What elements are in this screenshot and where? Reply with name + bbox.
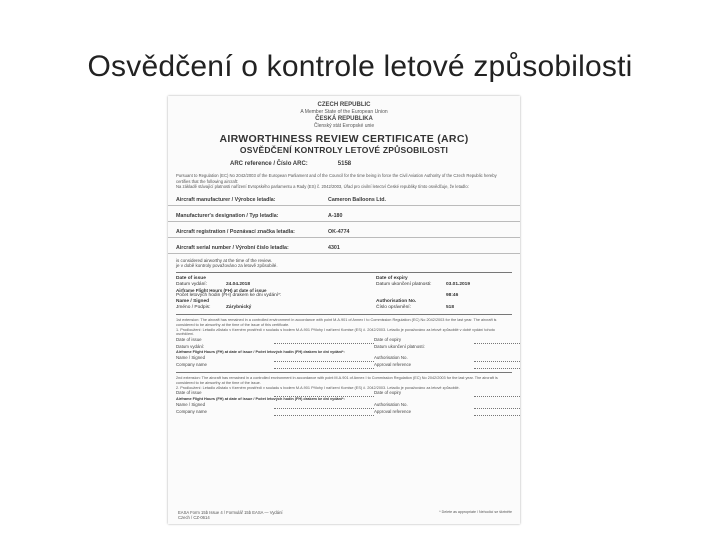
- form-date-issue: Date of issue: [176, 390, 202, 396]
- extension-1-sign: [168, 355, 520, 369]
- intro-text: [168, 173, 520, 190]
- auth-cz: Číslo oprávnění:: [376, 305, 411, 310]
- form-date-expiry-cz: Datum ukončení platnosti:: [374, 344, 425, 350]
- airworthy-statement: [168, 258, 520, 269]
- field-row: [168, 213, 520, 222]
- form-auth: Authorisation No.: [374, 402, 408, 408]
- field-value: Cameron Balloons Ltd.: [328, 196, 386, 203]
- extension-1-cz: 1. Prodloužení: Letadlo zůstalo v řízeném prostředí v souladu s bodem M.A.901 Přílohy I nařízení Komise (ES) č. 2042/2003. Letadlo je považováno za letově způsobilé v době vydání tohoto osvědčení.: [176, 327, 495, 337]
- extension-1-en: 1st extension: The aircraft has remained in a controlled environment in accordance with point M.A.901 of Annex I to Commission Regulation (EC) No 2042/2003 for the last year. The aircraft is considered to be airworthy at the time of the issue of this certificate.: [176, 318, 497, 327]
- form-reference: [178, 510, 283, 520]
- field-row: [168, 245, 520, 254]
- field-value: 4301: [328, 244, 340, 251]
- arc-reference: [168, 161, 520, 167]
- auth-value: 518: [446, 305, 455, 310]
- date-issue-cz: Datum vydání:: [176, 281, 207, 287]
- date-expiry-value: 03.01.2019: [446, 281, 471, 287]
- form-approval: Approval reference: [374, 409, 412, 415]
- certificate-title-en: AIRWORTHINESS REVIEW CERTIFICATE (ARC): [219, 133, 469, 145]
- state-en-sub: A Member State of the European Union: [300, 109, 388, 115]
- state-cz-sub: Členský stát Evropské unie: [313, 123, 375, 129]
- airworthy-cz: je v době kontroly považováno za letově způsobilé.: [176, 263, 278, 268]
- form-date-expiry: Date of expiry: [374, 390, 402, 396]
- slide-title: Osvědčení o kontrole letové způsobilosti: [87, 50, 633, 83]
- intro-cz: Na základě stávající platnosti nařízení Evropského parlamentu a Rady (ES) č. 2042/2003, Úřad pro civilní letectví České republiky tímto osvědčuje, že letadlo:: [176, 184, 469, 189]
- hours-value: 98:46: [446, 293, 459, 298]
- form-company: Company name: [176, 361, 207, 367]
- state-en: CZECH REPUBLIC: [317, 102, 371, 108]
- extension-2-en: 2nd extension: The aircraft has remained in a controlled environment in accordance with point M.A.901 of Annex I to Commission Regulation (EC) No 2042/2003 for the last year. The aircraft is considered to be airworthy at the time of the issue.: [176, 375, 498, 385]
- form-company: Company name: [176, 409, 207, 415]
- field-row: [168, 229, 520, 238]
- field-value: OK-4774: [328, 228, 350, 235]
- signed-label: Name / Signed: [176, 299, 210, 304]
- divider: [176, 314, 512, 315]
- extension-1: [168, 318, 520, 337]
- date-expiry-label: Date of expiry: [376, 275, 408, 281]
- extension-2-cz: 2. Prodloužení: Letadlo zůstalo v řízeném prostředí v souladu s bodem M.A.901 Přílohy I nařízení Komise (ES) č. 2042/2003. Letadlo je považováno za letově způsobilé.: [176, 385, 460, 390]
- issue-block: [168, 276, 520, 288]
- form-name: Name / Signed: [176, 354, 206, 360]
- form-hours-2: Airframe Flight Hours (FH) at date of issue / Počet letových hodin (FH) drakem ke dni vydání*:: [176, 397, 345, 402]
- form-reference-line-2: Czech / CZ-0614: [178, 515, 210, 520]
- hours-cz: Počet letových hodin (FH) drakem ke dni vydání*:: [176, 293, 282, 298]
- form-date-expiry: Date of expiry: [374, 337, 402, 343]
- auth-label: Authorisation No.: [376, 299, 417, 304]
- field-label: Aircraft registration / Poznávací značka letadla:: [176, 228, 295, 235]
- form-auth: Authorisation No.: [374, 354, 408, 360]
- form-date-issue-cz: Datum vydání:: [176, 344, 205, 350]
- field-label: Manufacturer's designation / Typ letadla:: [176, 212, 279, 219]
- signed-cz: Jméno / Podpis:: [176, 305, 211, 310]
- airworthy-en: is considered airworthy at the time of the review.: [176, 257, 273, 263]
- field-label: Aircraft manufacturer / Výrobce letadla:: [176, 196, 276, 203]
- extension-2-form: [168, 390, 520, 397]
- form-reference-line-1: EASA Form 15b Issue 4 / Formulář 15b EASA — Vydání: [178, 510, 283, 515]
- intro-en: Pursuant to Regulation (EC) No 2042/2003 of the European Parliament and of the Council for the time being in force the Civil Aviation Authority of the Czech Republic hereby certifies that the following aircraft:: [176, 173, 497, 184]
- divider: [176, 272, 512, 273]
- date-issue-value: 24.04.2018: [226, 281, 251, 287]
- extension-2-sign: [168, 402, 520, 416]
- state-cz: ČESKÁ REPUBLIKA: [315, 116, 373, 122]
- certificate-document: [168, 96, 520, 524]
- form-hours-1: Airframe Flight Hours (FH) at date of issue / Počet letových hodin (FH) drakem ke dni vydání*:: [176, 350, 345, 355]
- arc-reference-label: ARC reference / Číslo ARC:: [230, 161, 308, 167]
- divider: [176, 372, 512, 373]
- signed-value: Zárybnický: [226, 305, 252, 310]
- extension-1-form: [168, 337, 520, 350]
- form-approval: Approval reference: [374, 361, 412, 367]
- field-label: Aircraft serial number / Výrobní číslo letadla:: [176, 244, 289, 251]
- date-issue-label: Date of issue: [176, 275, 206, 281]
- hours-label: Airframe Flight Hours (FH) at date of issue: [176, 287, 267, 293]
- field-value: A-180: [328, 212, 343, 219]
- form-date-issue: Date of issue: [176, 337, 202, 343]
- certificate-title-cz: OSVĚDČENÍ KONTROLY LETOVÉ ZPŮSOBILOSTI: [239, 145, 449, 155]
- field-row: [168, 197, 520, 206]
- extension-2: [168, 376, 520, 390]
- date-expiry-cz: Datum ukončení platnosti:: [376, 281, 432, 287]
- footnote: * Delete as appropriate / Nehodící se škrtněte: [439, 510, 512, 514]
- signature-block: [168, 299, 520, 311]
- arc-reference-value: 5158: [337, 161, 352, 167]
- form-name: Name / Signed: [176, 402, 206, 408]
